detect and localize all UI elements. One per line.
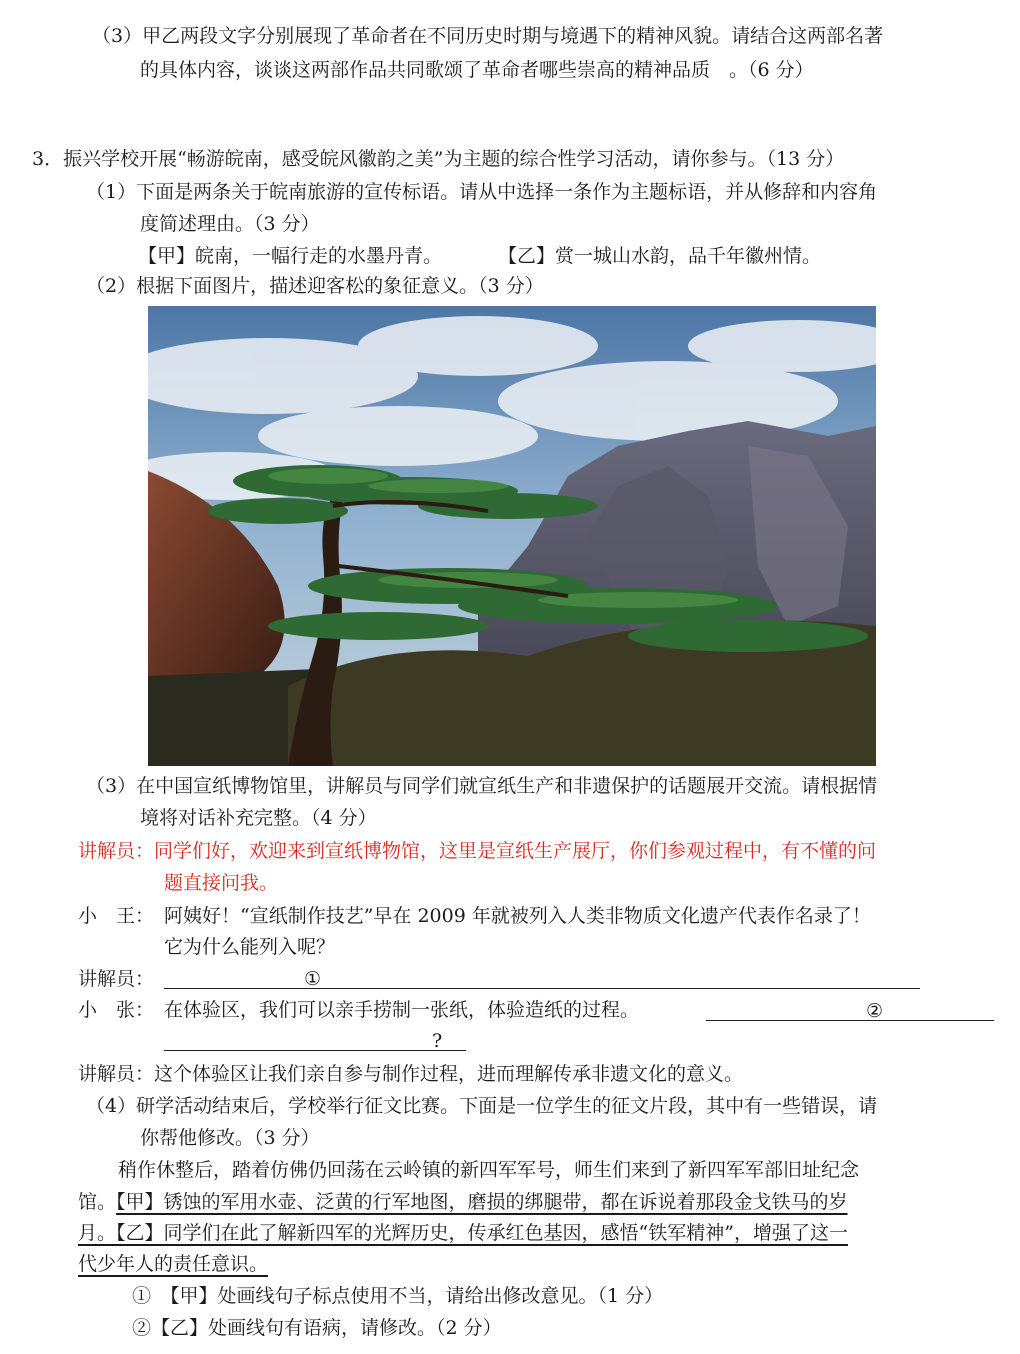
essay-line1: 稍作休整后，踏着仿佛仍回荡在云岭镇的新四军军号，师生们来到了新四军军部旧址纪念 (118, 1159, 860, 1181)
guide-speaker: 讲解员： (78, 968, 155, 990)
sub3-line1: （3）在中国宣纸博物馆里，讲解员与同学们就宣纸生产和非遗保护的话题展开交流。请根据情 (86, 775, 878, 797)
question-3-prior-line1: （3）甲乙两段文字分别展现了革命者在不同历史时期与境遇下的精神风貌。请结合这两部名著 (92, 25, 884, 47)
guide-intro-line2: 题直接问我。 (164, 872, 279, 894)
guide-intro-line1: 讲解员：同学们好，欢迎来到宣纸博物馆，这里是宣纸生产展厅，你们参观过程中，有不懂的问 (78, 840, 877, 862)
sub2: （2）根据下面图片，描述迎客松的象征意义。（3 分） (86, 275, 544, 297)
sub4-line1: （4）研学活动结束后，学校举行征文比赛。下面是一位学生的征文片段，其中有一些错误，请 (86, 1095, 878, 1117)
essay-sentence-a: 【甲】锈蚀的军用水壶、泛黄的行军地图，磨损的绑腿带，都在诉说着那段金戈铁马的岁 (116, 1191, 848, 1213)
essay-line2 (78, 1188, 848, 1216)
item-2: ②【乙】处画线句有语病，请修改。（2 分） (132, 1317, 502, 1339)
essay-line4 (78, 1250, 268, 1278)
question-3-prior-line2: 的具体内容，谈谈这两部作品共同歌颂了革命者哪些崇高的精神品质 。（6 分） (140, 59, 814, 81)
wang-line2: 它为什么能列入呢？ (164, 936, 336, 958)
item-1: ① 【甲】处画线句子标点使用不当，请给出修改意见。（1 分） (132, 1285, 664, 1307)
essay-sentence-a-end: 月。 (78, 1222, 117, 1244)
zhang-line1: 在体验区，我们可以亲手捞制一张纸，体验造纸的过程。 (164, 999, 640, 1021)
blank-1-mark: ① (304, 968, 322, 990)
zhang-speaker: 小 张： (78, 999, 155, 1021)
essay-line3 (78, 1219, 848, 1247)
sub3-line2: 境将对话补充完整。（4 分） (140, 807, 377, 829)
sub1-line2: 度简述理由。（3 分） (140, 213, 320, 235)
slogan-a: 【甲】皖南，一幅行走的水墨丹青。 (138, 245, 443, 267)
blank-2-mark: ② (866, 1000, 884, 1022)
answer-blank-2a[interactable] (706, 998, 994, 1021)
essay-line2-plain: 馆。 (78, 1191, 117, 1213)
question-title: 3．振兴学校开展“畅游皖南，感受皖风徽韵之美”为主题的综合性学习活动，请你参与。（13 分） (32, 148, 845, 170)
answer-blank-1[interactable] (164, 966, 920, 989)
welcoming-pine-photo (148, 306, 876, 766)
sub4-line2: 你帮他修改。（3 分） (140, 1127, 320, 1149)
sub1-line1: （1）下面是两条关于皖南旅游的宣传标语。请从中选择一条作为主题标语，并从修辞和内容角 (86, 181, 878, 203)
wang-speaker: 小 王： (78, 905, 155, 927)
essay-sentence-b-end: 代少年人的责任意识。 (78, 1253, 269, 1275)
guide-final: 讲解员：这个体验区让我们亲自参与制作过程，进而理解传承非遗文化的意义。 (78, 1063, 744, 1085)
slogan-b: 【乙】赏一城山水韵，品千年徽州情。 (498, 245, 822, 267)
wang-line1: 阿姨好！“宣纸制作技艺”早在 2009 年就被列入人类非物质文化遗产代表作名录了！ (164, 905, 871, 927)
answer-blank-2b[interactable] (164, 1028, 466, 1051)
essay-sentence-b: 【乙】同学们在此了解新四军的光辉历史，传承红色基因，感悟“铁军精神”，增强了这一 (116, 1222, 848, 1244)
blank-2-end: ? (432, 1030, 443, 1052)
